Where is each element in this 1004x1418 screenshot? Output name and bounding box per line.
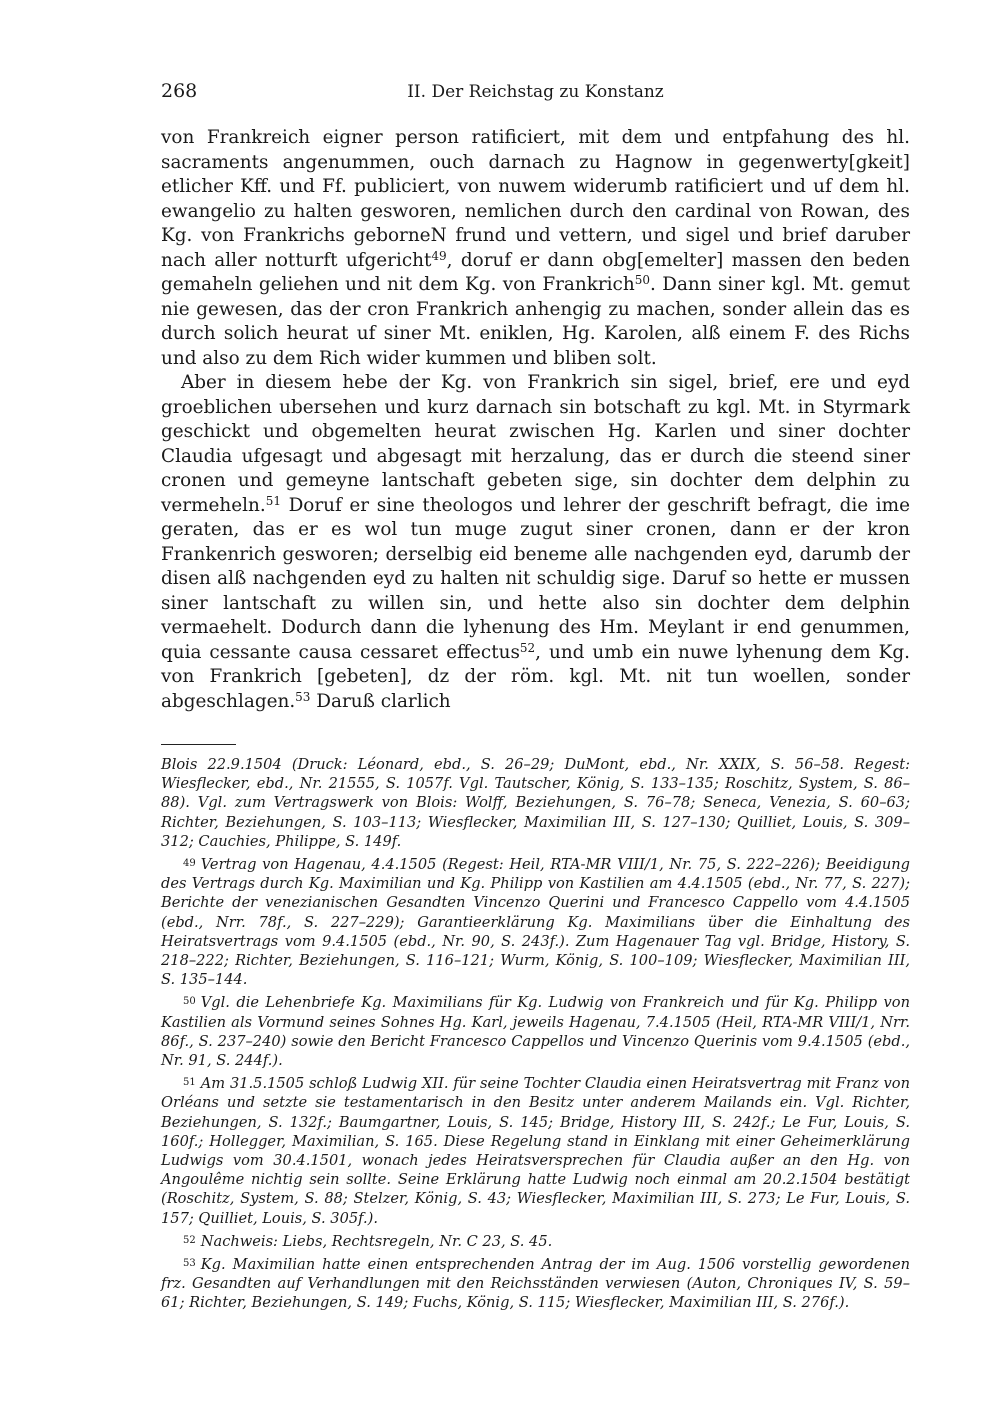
text-run: , doruf er dann obg[emelter] massen den beden gemaheln geliehen und nit dem Kg. von Frankrich [161, 249, 910, 295]
running-title: II. Der Reichstag zu Konstanz [407, 82, 664, 102]
text-run: . Dann siner kgl. Mt. gemut nie gewesen, das der cron Frankrich anhengig zu machen, sonder allein das es durch solich heurat uf siner Mt. eniklen, Hg. Karolen, alß einem F. des Richs und also zu dem Rich wider kummen und bliben solt. [161, 274, 910, 369]
footnote-number: 52 [183, 1234, 196, 1246]
footnote-53 [161, 1254, 910, 1313]
text-run: Daruß clarlich [310, 690, 451, 712]
footnote-50 [161, 992, 910, 1070]
paragraph-1 [161, 126, 910, 371]
footnote-text: Vgl. die Lehenbriefe Kg. Maximilians für Kg. Ludwig von Frankreich und für Kg. Philipp von Kastilien als Vormund seines Sohnes Hg. Karl, jeweils Hagenau, 7.4.1505 (Heil, RTA-MR VIII/1, Nrr. 86f., S. 237–240) sowie den Bericht Francesco Cappellos und Vincenzo Querinis vom 9.4.1505 (ebd., Nr. 91, S. 244f.). [161, 994, 910, 1070]
document-page [161, 80, 910, 1316]
footnote-text: Blois 22.9.1504 (Druck: Léonard, ebd., S. 26–29; DuMont, ebd., Nr. XXIX, S. 56–58. Regest: Wiesflecker, ebd., Nr. 21555, S. 1057f. Vgl. Tautscher, König, S. 133–135; Roschitz, System, S. 86–88). Vgl. zum Vertragswerk von Blois: Wolff, Beziehungen, S. 76–78; Seneca, Venezia, S. 60–63; Richter, Beziehungen, S. 103–113; Wiesflecker, Maximilian III, S. 127–130; Quilliet, Louis, S. 309–312; Cauchies, Philippe, S. 149f. [161, 756, 910, 850]
footnote-text: Kg. Maximilian hatte einen entsprechenden Antrag der im Aug. 1506 vorstellig gewordenen frz. Gesandten auf Verhandlungen mit den Reichsständen verwiesen (Auton, Chroniques IV, S. 59–61; Richter, Beziehungen, S. 149; Fuchs, König, S. 115; Wiesflecker, Maximilian III, S. 276f.). [161, 1256, 910, 1312]
text-run: von Frankreich eigner person ratificiert, mit dem und entpfahung des hl. sacraments angenummen, ouch darnach zu Hagnow in gegenwerty[gkeit] etlicher Kff. und Ff. publiciert, von nuwem widerumb ratificiert und uf dem hl. ewangelio zu halten gesworen, nemlichen durch den cardinal von Rowan, des Kg. von Frankrichs geborneN frund und vettern, und sigel und brief daruber nach aller notturft ufgericht [161, 127, 910, 271]
footnote-51 [161, 1073, 910, 1228]
paragraph-2 [161, 371, 910, 714]
footnote-number: 51 [183, 1077, 196, 1089]
footnote-text: Nachweis: Liebs, Rechtsregeln, Nr. C 23, S. 45. [200, 1232, 553, 1250]
footnotes [161, 755, 910, 1313]
footnote-ref-52[interactable]: 52 [519, 640, 536, 655]
text-run: , und umb ein nuwe lyhenung dem Kg. von Frankrich [gebeten], dz der röm. kgl. Mt. nit tun woellen, sonder abgeschlagen. [161, 641, 910, 712]
footnote-divider [161, 744, 236, 745]
footnote-ref-53[interactable]: 53 [295, 689, 311, 704]
footnote-number: 50 [183, 996, 196, 1008]
footnote-text: Vertrag von Hagenau, 4.4.1505 (Regest: Heil, RTA-MR VIII/1, Nr. 75, S. 222–226); Beeidigung des Vertrags durch Kg. Maximilian und Kg. Philipp von Kastilien am 4.4.1505 (ebd., Nr. 77, S. 227); Berichte der venezianischen Gesandten Vincenzo Querini und Francesco Cappello vom 4.4.1505 (ebd., Nrr. 78f., S. 227–229); Garantieerklärung Kg. Maximilians über die Einhaltung des Heiratsvertrags vom 9.4.1505 (ebd., Nr. 90, S. 243f.). Zum Hagenauer Tag vgl. Bridge, History, S. 218–222; Richter, Beziehungen, S. 116–121; Wurm, König, S. 100–109; Wiesflecker, Maximilian III, S. 135–144. [161, 856, 910, 989]
page-number: 268 [161, 80, 198, 102]
footnote-continued [161, 755, 910, 851]
footnote-ref-49[interactable]: 49 [431, 248, 447, 263]
footnote-52 [161, 1231, 910, 1251]
footnote-49 [161, 854, 910, 989]
running-head [161, 80, 910, 116]
text-run: Aber in diesem hebe der Kg. von Frankrich sin sigel, brief, ere und eyd groeblichen ubersehen und kurz darnach sin botschaft zu kgl. Mt. in Styrmark geschickt und obgemelten heurat zwischen Hg. Karlen und siner dochter Claudia ufgesagt und abgesagt mit herzalung, das er durch die steend siner cronen und gemeyne lantschaft gebeten sige, sin dochter dem delphin zu vermeheln. [161, 372, 910, 516]
footnote-number: 53 [183, 1258, 196, 1270]
footnote-ref-51[interactable]: 51 [265, 493, 281, 508]
footnote-ref-50[interactable]: 50 [634, 273, 650, 287]
main-text [161, 126, 910, 714]
text-run: Doruf er sine theologos und lehrer der geschrift befragt, die ime geraten, das er es wol tun muge zugut siner cronen, dann er der kron Frankenrich gesworen; derselbig eid beneme alle nachgenden eyd, darumb der disen alß nachgenden eyd zu halten nit schuldig sige. Daruf so hette er mussen siner lantschaft zu willen sin, und hette also sin dochter dem delphin vermaehelt. Dodurch dann die lyhenung des Hm. Meylant ir end genummen, quia cessante causa cessaret effectus [161, 494, 910, 663]
footnote-number: 49 [183, 858, 196, 870]
footnote-text: Am 31.5.1505 schloß Ludwig XII. für seine Tochter Claudia einen Heiratsvertrag mit Franz von Orléans und setzte sie testamentarisch in den Besitz unter anderem Mailands ein. Vgl. Richter, Beziehungen, S. 132f.; Baumgartner, Louis, S. 145; Bridge, History III, S. 242f.; Le Fur, Louis, S. 160f.; Hollegger, Maximilian, S. 165. Diese Regelung stand in Einklang mit einer Geheimerklärung Ludwigs vom 30.4.1501, wonach jedes Heiratsversprechen für Claudia außer an den Hg. von Angoulême nichtig sein sollte. Seine Erklärung hatte Ludwig noch einmal am 20.2.1504 bestätigt (Roschitz, System, S. 88; Stelzer, König, S. 43; Wiesflecker, Maximilian III, S. 273; Le Fur, Louis, S. 157; Quilliet, Louis, S. 305f.). [161, 1075, 910, 1227]
